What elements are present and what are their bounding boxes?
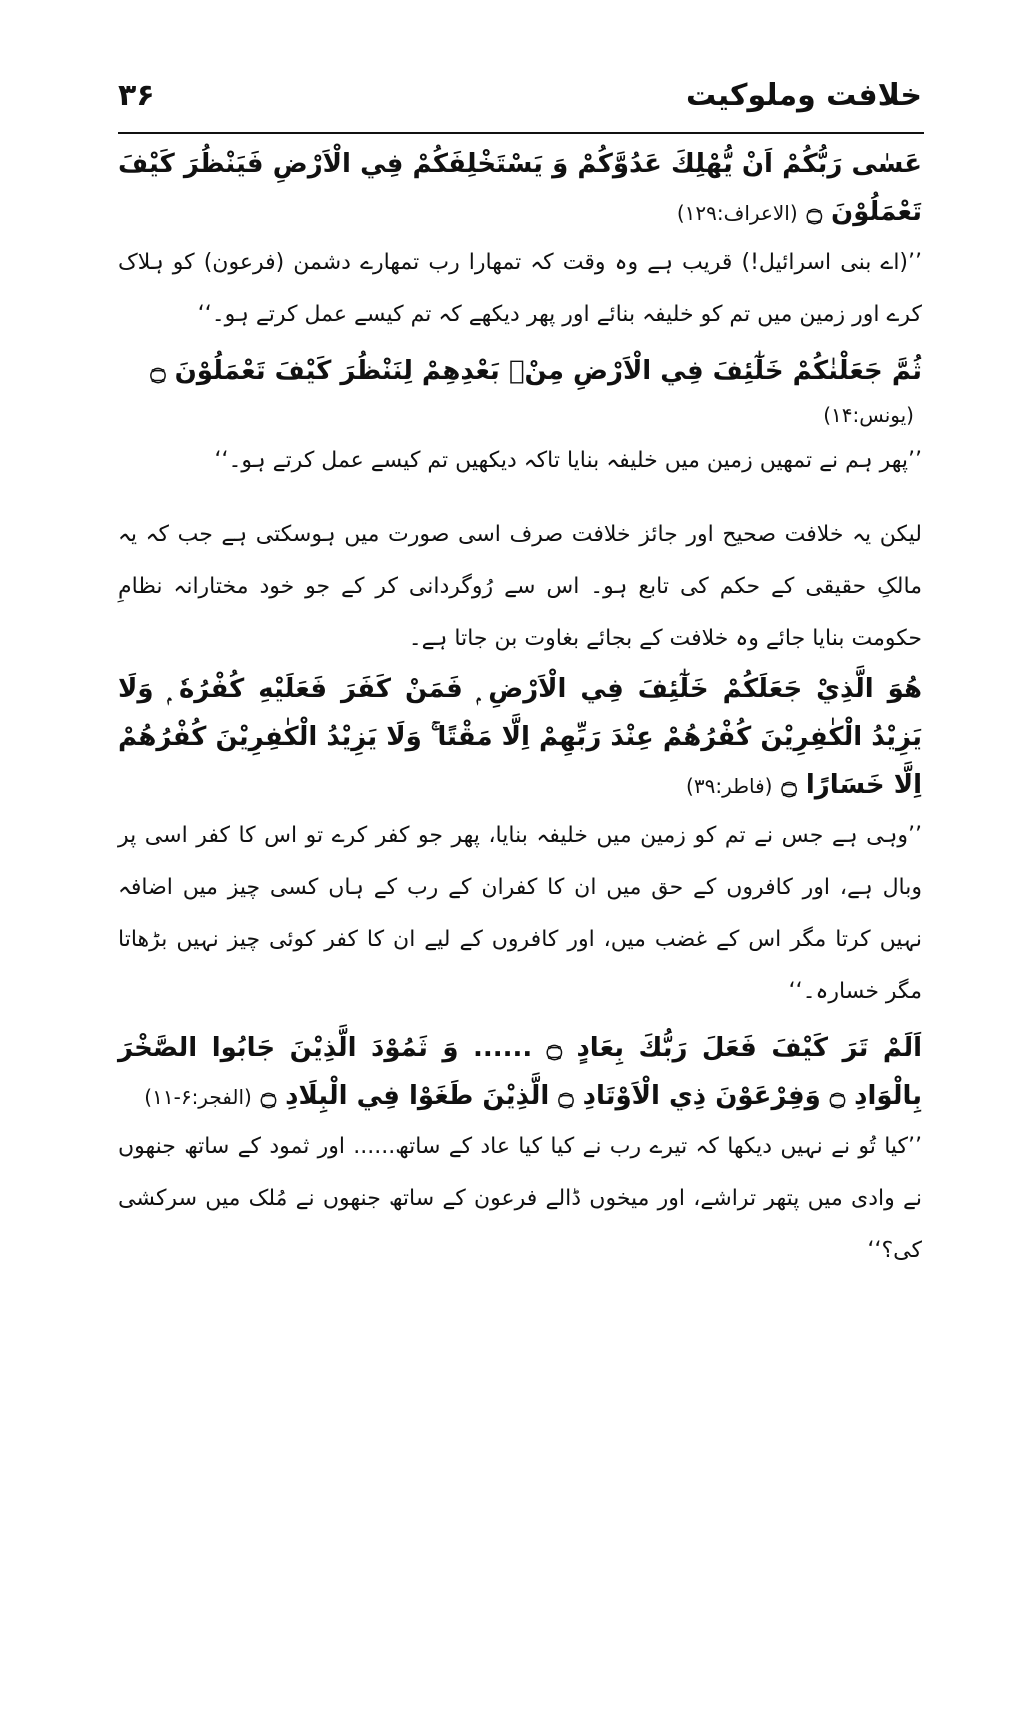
translation-fatir: ’’وہی ہے جس نے تم کو زمین میں خلیفہ بنایا، پھر جو کفر کرے تو اس کا کفر اسی پر وبال ہے، اور کافروں کے حق میں ان کا کفران کے رب کے ہاں کسی چیز میں اضافہ نہیں کرتا مگر اس کے غضب میں، اور کافروں کے لیے ان کا کفر کوئی چیز نہیں بڑھاتا مگر خسارہ۔‘‘: [118, 823, 922, 1004]
quran-verse-araf: [118, 140, 922, 237]
verse-text: اَلَمْ تَرَ كَيْفَ فَعَلَ رَبُّكَ بِعَادٍ ۝ ...... وَ ثَمُوْدَ الَّذِيْنَ جَابُوا الصَّخْرَ بِالْوَادِ ۝ وَفِرْعَوْنَ ذِي الْاَوْتَادِ ۝ الَّذِيْنَ طَغَوْا فِي الْبِلَادِ ۝: [118, 1033, 922, 1111]
paragraph-khilafat: لیکن یہ خلافت صحیح اور جائز خلافت صرف اسی صورت میں ہوسکتی ہے جب کہ یہ مالکِ حقیقی کے حکم کی تابع ہو۔ اس سے رُوگردانی کر کے جو خود مختارانہ نظامِ حکومت بنایا جائے وہ خلافت کے بجائے بغاوت بن جاتا ہے۔: [118, 522, 922, 651]
translation-yunus: ’’پھر ہم نے تمھیں زمین میں خلیفہ بنایا تاکہ دیکھیں تم کیسے عمل کرتے ہو۔‘‘: [214, 448, 922, 473]
verse-reference: (یونس:۱۴): [823, 403, 914, 427]
verse-reference: (فاطر:۳۹): [686, 774, 773, 798]
verse-text: عَسٰى رَبُّكُمْ اَنْ يُّهْلِكَ عَدُوَّكُمْ وَ يَسْتَخْلِفَكُمْ فِي الْاَرْضِ فَيَنْظُرَ كَيْفَ تَعْمَلُوْنَ ۝: [118, 149, 922, 227]
verse-text: هُوَ الَّذِيْ جَعَلَكُمْ خَلٰٓئِفَ فِي الْاَرْضِ ۭ فَمَنْ كَفَرَ فَعَلَيْهِ كُفْرُهٗ ۭ وَلَا يَزِيْدُ الْكٰفِرِيْنَ كُفْرُهُمْ عِنْدَ رَبِّهِمْ اِلَّا مَقْتًا ۚ وَلَا يَزِيْدُ الْكٰفِرِيْنَ كُفْرُهُمْ اِلَّا خَسَارًا ۝: [118, 674, 922, 800]
header-rule: [118, 132, 924, 134]
page-header: [118, 78, 922, 128]
page-number: ۳۶: [118, 78, 155, 113]
translation-araf: ’’(اے بنی اسرائیل!) قریب ہے وہ وقت کہ تمھارا رب تمھارے دشمن (فرعون) کو ہلاک کرے اور زمین میں تم کو خلیفہ بنائے اور پھر دیکھے کہ تم کیسے عمل کرتے ہو۔‘‘: [118, 250, 922, 327]
quran-verse-fajr: [118, 1024, 922, 1121]
page-body: [118, 140, 922, 1277]
quran-verse-fatir: [118, 665, 922, 810]
running-title: خلافت وملوکیت: [686, 78, 922, 113]
verse-reference: (الاعراف:۱۲۹): [676, 201, 798, 225]
verse-reference: (الفجر:۶-۱۱): [144, 1085, 252, 1109]
quran-verse-yunus: ثُمَّ جَعَلْنٰكُمْ خَلٰٓئِفَ فِي الْاَرْضِ مِنْۢ بَعْدِهِمْ لِنَنْظُرَ كَيْفَ تَعْمَلُوْنَ ۝: [150, 356, 922, 386]
translation-fajr: ’’کیا تُو نے نہیں دیکھا کہ تیرے رب نے کیا کیا عاد کے ساتھ...... اور ثمود کے ساتھ جنھوں نے وادی میں پتھر تراشے، اور میخوں ڈالے فرعون کے ساتھ جنھوں نے مُلک میں سرکشی کی؟‘‘: [118, 1134, 922, 1263]
